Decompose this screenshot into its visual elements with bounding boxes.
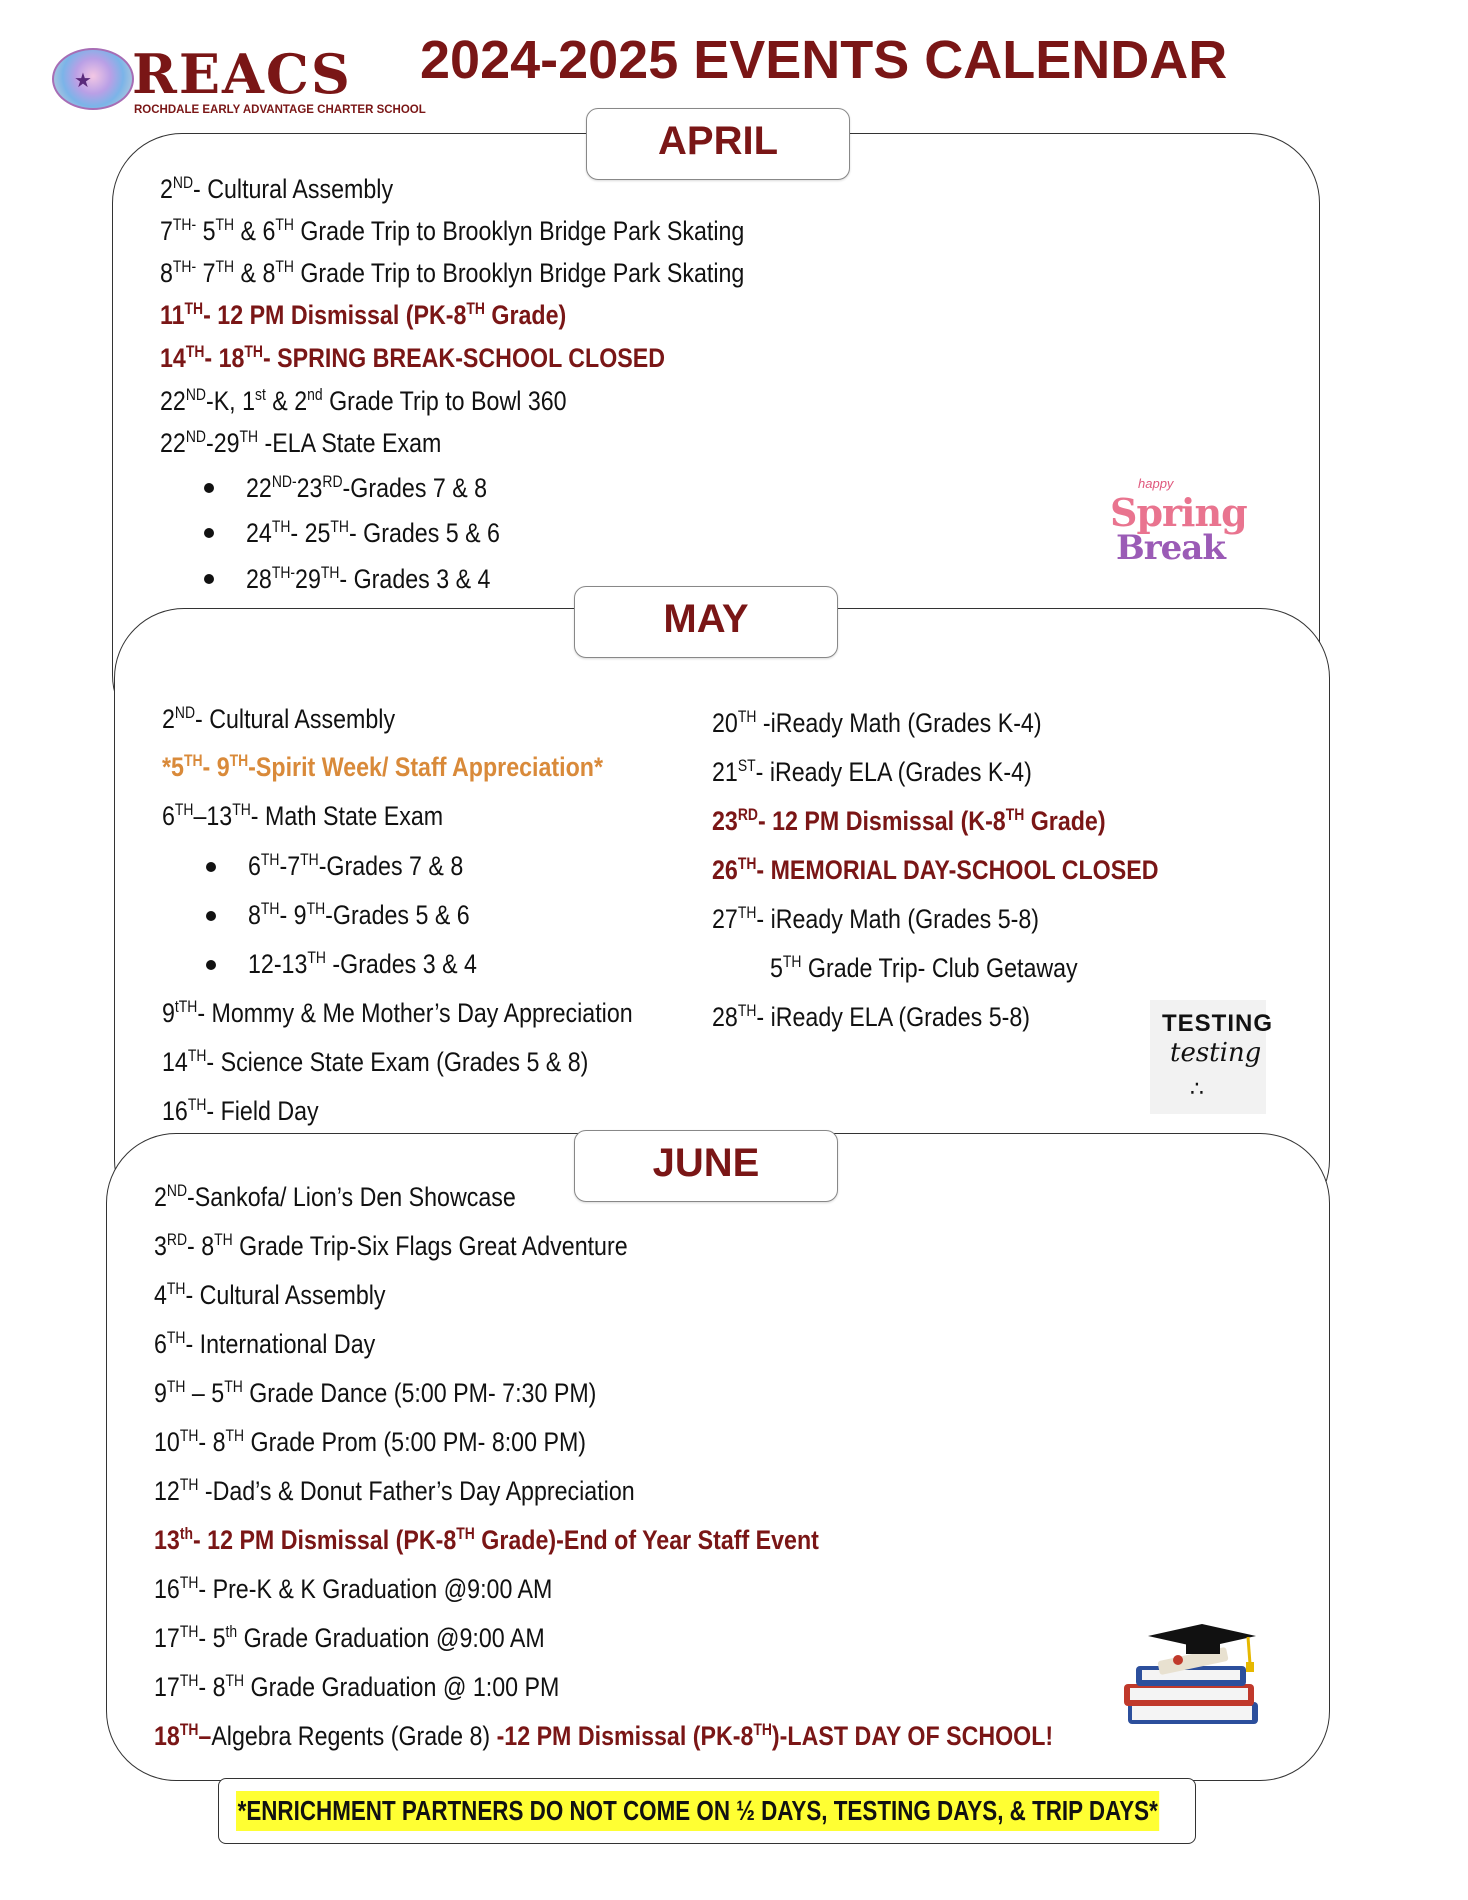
event-item: $8^{TH-}$ 7TH & 8TH Grade Trip to Brooklyn Bridge Park Skating bbox=[160, 258, 745, 288]
event-item: 9TH – 5TH Grade Dance (5:00 PM- 7:30 PM) bbox=[154, 1378, 597, 1408]
event-item: 14TH- Science State Exam (Grades 5 & 8) bbox=[162, 1047, 589, 1077]
event-subitem: $22^{ND-}23RD$-Grades 7 & 8 bbox=[246, 473, 488, 503]
event-item: 6TH- International Day bbox=[154, 1329, 376, 1359]
event-item: 2ND- Cultural Assembly bbox=[162, 704, 396, 734]
bullet-icon bbox=[206, 911, 216, 921]
testing-doodle-text: ∴ bbox=[1190, 1076, 1204, 1101]
event-item-highlight: 26TH- MEMORIAL DAY-SCHOOL CLOSED bbox=[712, 855, 1159, 885]
graduation-books-icon bbox=[1118, 1624, 1270, 1742]
month-label-june: JUNE bbox=[574, 1130, 838, 1202]
event-item-highlight: 14TH- 18TH- SPRING BREAK-SCHOOL CLOSED bbox=[160, 343, 666, 373]
testing-caps-text: TESTING bbox=[1162, 1010, 1274, 1037]
event-subitem: 8TH- 9TH-Grades 5 & 6 bbox=[248, 900, 470, 930]
testing-icon bbox=[1150, 1000, 1274, 1114]
event-item: 3RD- 8TH Grade Trip-Six Flags Great Adventure bbox=[154, 1231, 628, 1261]
event-item-highlight: 11TH- 12 PM Dismissal (PK-8TH Grade) bbox=[160, 300, 567, 330]
event-item: 2ND- Cultural Assembly bbox=[160, 174, 394, 204]
event-item: 12TH -Dad’s & Donut Father’s Day Appreciation bbox=[154, 1476, 635, 1506]
event-subitem: 24TH- 25TH- Grades 5 & 6 bbox=[246, 518, 500, 548]
event-item-highlight: 23RD- 12 PM Dismissal (K-8TH Grade) bbox=[712, 806, 1106, 836]
event-item-spirit-week: *5TH- 9TH-Spirit Week/ Staff Appreciation* bbox=[162, 752, 603, 782]
event-item: 17TH- 8TH Grade Graduation @ 1:00 PM bbox=[154, 1672, 560, 1702]
logo-subtitle: ROCHDALE EARLY ADVANTAGE CHARTER SCHOOL bbox=[134, 104, 426, 116]
event-item-highlight: 13th- 12 PM Dismissal (PK-8TH Grade)-End of Year Staff Event bbox=[154, 1525, 819, 1555]
event-item-last-day: 18TH–Algebra Regents (Grade 8) -12 PM Dismissal (PK-8TH)-LAST DAY OF SCHOOL! bbox=[154, 1721, 1054, 1751]
bullet-icon bbox=[204, 574, 214, 584]
event-item: 28TH- iReady ELA (Grades 5-8) bbox=[712, 1002, 1030, 1032]
event-item: 10TH- 8TH Grade Prom (5:00 PM- 8:00 PM) bbox=[154, 1427, 587, 1457]
event-subitem: 12-13TH -Grades 3 & 4 bbox=[248, 949, 477, 979]
event-subitem: $28^{TH-}29TH-$ Grades 3 & 4 bbox=[246, 564, 491, 594]
event-item: 17TH- 5th Grade Graduation @9:00 AM bbox=[154, 1623, 545, 1653]
bullet-icon bbox=[206, 960, 216, 970]
event-item: 21ST- iReady ELA (Grades K-4) bbox=[712, 757, 1032, 787]
event-item: 4TH- Cultural Assembly bbox=[154, 1280, 386, 1310]
bullet-icon bbox=[206, 862, 216, 872]
event-item: 16TH- Field Day bbox=[162, 1096, 319, 1126]
bullet-icon bbox=[204, 483, 214, 493]
month-label-april: APRIL bbox=[586, 108, 850, 180]
month-label-may: MAY bbox=[574, 586, 838, 658]
event-item: 22ND-K, 1st & 2nd Grade Trip to Bowl 360 bbox=[160, 386, 567, 416]
bullet-icon bbox=[204, 528, 214, 538]
event-item: 2ND-Sankofa/ Lion’s Den Showcase bbox=[154, 1182, 516, 1212]
event-subitem: 6TH-7TH-Grades 7 & 8 bbox=[248, 851, 464, 881]
spring-break-happy-text: happy bbox=[1138, 476, 1174, 491]
testing-script-text: testing bbox=[1170, 1038, 1262, 1068]
school-seal-icon: ★ bbox=[52, 48, 134, 110]
event-item: 5TH Grade Trip- Club Getaway bbox=[770, 953, 1078, 983]
school-logo bbox=[52, 42, 426, 120]
spring-break-spring-text: Spring bbox=[1110, 490, 1247, 535]
event-item: 16TH- Pre-K & K Graduation @9:00 AM bbox=[154, 1574, 553, 1604]
logo-name: REACS bbox=[132, 42, 352, 106]
event-item: 22ND-29TH -ELA State Exam bbox=[160, 428, 442, 458]
spring-break-icon bbox=[1104, 466, 1247, 574]
page-title: 2024-2025 EVENTS CALENDAR bbox=[420, 30, 1228, 90]
spring-break-break-text: Break bbox=[1116, 528, 1225, 568]
footer-note: *ENRICHMENT PARTNERS DO NOT COME ON ½ DAYS, TESTING DAYS, & TRIP DAYS* bbox=[236, 1791, 1159, 1831]
event-item: 6TH–13TH- Math State Exam bbox=[162, 801, 444, 831]
event-item: 27TH- iReady Math (Grades 5-8) bbox=[712, 904, 1040, 934]
event-item: $7^{TH-}$ 5TH & 6TH Grade Trip to Brooklyn Bridge Park Skating bbox=[160, 216, 745, 246]
event-item: 20TH -iReady Math (Grades K-4) bbox=[712, 708, 1042, 738]
event-item: $9^{tTH}-$ Mommy & Me Mother’s Day Appreciation bbox=[162, 998, 633, 1028]
